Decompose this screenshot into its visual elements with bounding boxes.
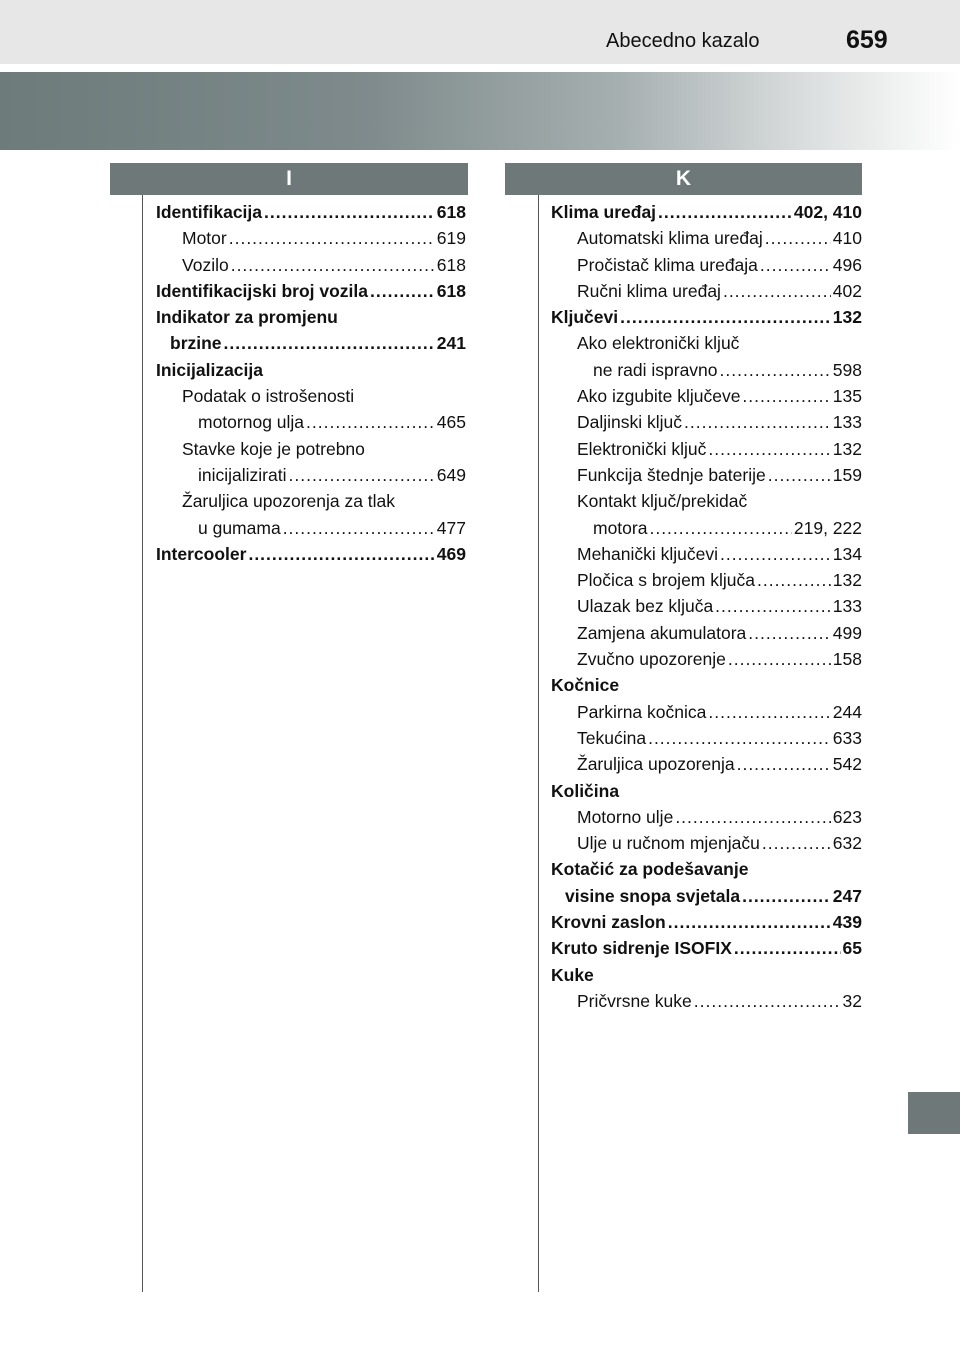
index-entry-term: Parkirna kočnica xyxy=(577,701,707,722)
index-entry xyxy=(551,804,862,830)
index-entry xyxy=(156,252,466,278)
index-column-k xyxy=(551,199,862,1014)
index-entry-term: Pričvrsne kuke xyxy=(577,990,692,1011)
index-entry-page: 632 xyxy=(832,833,862,854)
index-entry-page: 159 xyxy=(832,464,862,485)
dot-leader xyxy=(762,830,831,856)
index-entry-term: Količina xyxy=(551,780,620,801)
dot-leader xyxy=(649,515,791,541)
index-entry xyxy=(551,620,862,646)
index-entry-term: Ulje u ručnom mjenjaču xyxy=(577,833,760,854)
index-entry xyxy=(551,830,862,856)
index-entry-page: 219, 222 xyxy=(793,517,862,538)
index-entry xyxy=(551,988,862,1014)
dot-leader xyxy=(757,567,831,593)
index-entry-term: Daljinski ključ xyxy=(577,412,683,433)
index-entry xyxy=(551,672,862,698)
index-entry xyxy=(551,436,862,462)
index-entry-page: 133 xyxy=(832,412,862,433)
index-entry xyxy=(551,278,862,304)
index-entry-term: Kočnice xyxy=(551,675,620,696)
index-entry xyxy=(551,488,862,514)
index-entry xyxy=(156,304,466,330)
index-entry-term: Ako elektronički ključ xyxy=(577,333,740,354)
index-entry-page: 618 xyxy=(436,254,466,275)
index-entry-page: 477 xyxy=(436,517,466,538)
index-entry-term: Identifikacijski broj vozila xyxy=(156,280,369,301)
dot-leader xyxy=(370,278,435,304)
index-entry xyxy=(156,515,466,541)
index-entry xyxy=(551,515,862,541)
index-entry-term: Automatski klima uređaj xyxy=(577,228,763,249)
index-entry-page: 469 xyxy=(436,543,466,564)
index-entry-page: 542 xyxy=(832,754,862,775)
index-entry-term: Pločica s brojem ključa xyxy=(577,570,755,591)
index-entry-term: Zvučno upozorenje xyxy=(577,649,726,670)
index-entry-page: 402, 410 xyxy=(793,202,862,222)
index-entry xyxy=(156,383,466,409)
index-entry-page: 633 xyxy=(832,727,862,748)
dot-leader xyxy=(715,593,831,619)
dot-leader xyxy=(708,436,830,462)
index-entry-term: Intercooler xyxy=(156,543,247,564)
dot-leader xyxy=(658,199,792,225)
index-entry-term: Žaruljica upozorenja xyxy=(577,754,735,775)
index-entry-term: motornog ulja xyxy=(198,412,305,433)
index-entry-page: 158 xyxy=(832,649,862,670)
chapter-tab xyxy=(908,1092,960,1134)
index-entry-page: 132 xyxy=(832,570,862,591)
index-entry xyxy=(551,225,862,251)
index-entry-term: Vozilo xyxy=(182,254,229,275)
index-entry xyxy=(156,225,466,251)
index-entry-page: 241 xyxy=(436,333,466,354)
index-entry-term: Funkcija štednje baterije xyxy=(577,464,766,485)
index-entry-term: Identifikacija xyxy=(156,202,263,222)
dot-leader xyxy=(264,199,435,225)
page-header-bar xyxy=(0,0,960,64)
index-entry xyxy=(551,462,862,488)
dot-leader xyxy=(737,751,831,777)
dot-leader xyxy=(620,304,831,330)
index-entry-page: 618 xyxy=(436,280,466,301)
dot-leader xyxy=(765,225,831,251)
index-entry xyxy=(551,252,862,278)
index-entry-term: Zamjena akumulatora xyxy=(577,622,747,643)
dot-leader xyxy=(768,462,831,488)
index-entry-term: Stavke koje je potrebno xyxy=(182,438,365,459)
dot-leader xyxy=(231,252,435,278)
index-entry-term: Kontakt ključ/prekidač xyxy=(577,491,748,512)
index-entry-term: Ručni klima uređaj xyxy=(577,280,721,301)
dot-leader xyxy=(668,909,831,935)
index-entry xyxy=(156,488,466,514)
index-entry xyxy=(156,278,466,304)
index-entry xyxy=(551,856,862,882)
index-entry xyxy=(551,330,862,356)
index-entry-page: 649 xyxy=(436,464,466,485)
index-entry-page: 410 xyxy=(832,228,862,249)
index-entry-page: 619 xyxy=(436,228,466,249)
index-entry xyxy=(551,646,862,672)
dot-leader xyxy=(248,541,434,567)
index-entry-page: 247 xyxy=(832,885,862,906)
index-entry-term: ne radi ispravno xyxy=(593,359,718,380)
index-entry-term: inicijalizirati xyxy=(198,464,287,485)
dot-leader xyxy=(694,988,841,1014)
index-entry-page: 618 xyxy=(436,202,466,222)
index-entry xyxy=(551,567,862,593)
index-entry-term: Pročistač klima uređaja xyxy=(577,254,758,275)
index-entry xyxy=(551,751,862,777)
index-entry xyxy=(551,383,862,409)
index-entry xyxy=(551,725,862,751)
index-entry-term: Kotačić za podešavanje xyxy=(551,859,749,880)
index-entry xyxy=(551,962,862,988)
index-entry-term: Žaruljica upozorenja za tlak xyxy=(182,491,396,512)
index-entry xyxy=(156,330,466,356)
dot-leader xyxy=(648,725,831,751)
index-entry-page: 598 xyxy=(832,359,862,380)
dot-leader xyxy=(289,462,435,488)
letter-header-i: I xyxy=(110,163,468,195)
index-entry xyxy=(551,699,862,725)
dot-leader xyxy=(742,883,831,909)
index-entry-term: Ako izgubite ključeve xyxy=(577,386,741,407)
index-entry-term: Krovni zaslon xyxy=(551,912,666,933)
index-entry-term: Tekućina xyxy=(577,727,647,748)
index-entry-term: Mehanički ključevi xyxy=(577,543,719,564)
index-entry-page: 134 xyxy=(832,543,862,564)
index-entry-term: Kruto sidrenje ISOFIX xyxy=(551,938,732,959)
index-entry-page: 499 xyxy=(832,622,862,643)
index-entry xyxy=(156,462,466,488)
dot-leader xyxy=(728,646,831,672)
index-entry xyxy=(551,935,862,961)
index-entry xyxy=(551,541,862,567)
index-entry-term: Podatak o istrošenosti xyxy=(182,386,355,407)
dot-leader xyxy=(708,699,830,725)
dot-leader xyxy=(224,330,435,356)
dot-leader xyxy=(229,225,435,251)
index-entry xyxy=(156,541,466,567)
dot-leader xyxy=(734,935,841,961)
index-entry xyxy=(551,304,862,330)
index-entry xyxy=(551,357,862,383)
index-entry xyxy=(551,909,862,935)
index-entry-term: Motorno ulje xyxy=(577,806,674,827)
index-entry xyxy=(551,199,862,225)
gradient-banner xyxy=(0,72,960,150)
dot-leader xyxy=(720,357,831,383)
index-entry-page: 244 xyxy=(832,701,862,722)
dot-leader xyxy=(283,515,435,541)
index-entry xyxy=(156,357,466,383)
dot-leader xyxy=(748,620,831,646)
index-entry-page: 135 xyxy=(832,386,862,407)
index-entry-page: 65 xyxy=(842,938,862,959)
index-entry-page: 132 xyxy=(832,307,862,328)
index-entry-term: Indikator za promjenu xyxy=(156,307,338,328)
index-entry-term: Inicijalizacija xyxy=(156,359,263,380)
index-entry-term: Ključevi xyxy=(551,307,619,328)
index-entry-term: Kuke xyxy=(551,964,594,985)
index-entry-page: 496 xyxy=(832,254,862,275)
column-divider-right xyxy=(538,195,539,1292)
index-entry-term: visine snopa svjetala xyxy=(565,885,741,906)
index-entry-term: brzine xyxy=(170,333,222,354)
index-entry-page: 32 xyxy=(842,990,862,1011)
letter-header-k: K xyxy=(505,163,862,195)
index-entry-page: 465 xyxy=(436,412,466,433)
dot-leader xyxy=(675,804,830,830)
dot-leader xyxy=(760,252,831,278)
index-entry-term: Ulazak bez ključa xyxy=(577,596,714,617)
index-entry xyxy=(156,436,466,462)
dot-leader xyxy=(720,541,831,567)
index-entry-term: u gumama xyxy=(198,517,281,538)
index-column-i xyxy=(156,199,466,567)
index-entry xyxy=(156,409,466,435)
dot-leader xyxy=(742,383,830,409)
page-number: 659 xyxy=(846,26,888,54)
index-entry-term: Motor xyxy=(182,228,227,249)
index-entry-term: Elektronički ključ xyxy=(577,438,707,459)
index-entry xyxy=(551,778,862,804)
dot-leader xyxy=(723,278,831,304)
dot-leader xyxy=(306,409,435,435)
index-entry-page: 132 xyxy=(832,438,862,459)
index-entry-page: 133 xyxy=(832,596,862,617)
index-entry-page: 623 xyxy=(832,806,862,827)
index-entry-term: motora xyxy=(593,517,648,538)
index-entry xyxy=(551,409,862,435)
index-entry-page: 402 xyxy=(832,280,862,301)
index-entry xyxy=(156,199,466,225)
index-entry-term: Klima uređaj xyxy=(551,202,657,222)
index-entry xyxy=(551,593,862,619)
index-entry xyxy=(551,883,862,909)
index-entry-page: 439 xyxy=(832,912,862,933)
dot-leader xyxy=(684,409,831,435)
column-divider-left xyxy=(142,195,143,1292)
section-title: Abecedno kazalo xyxy=(606,30,760,52)
